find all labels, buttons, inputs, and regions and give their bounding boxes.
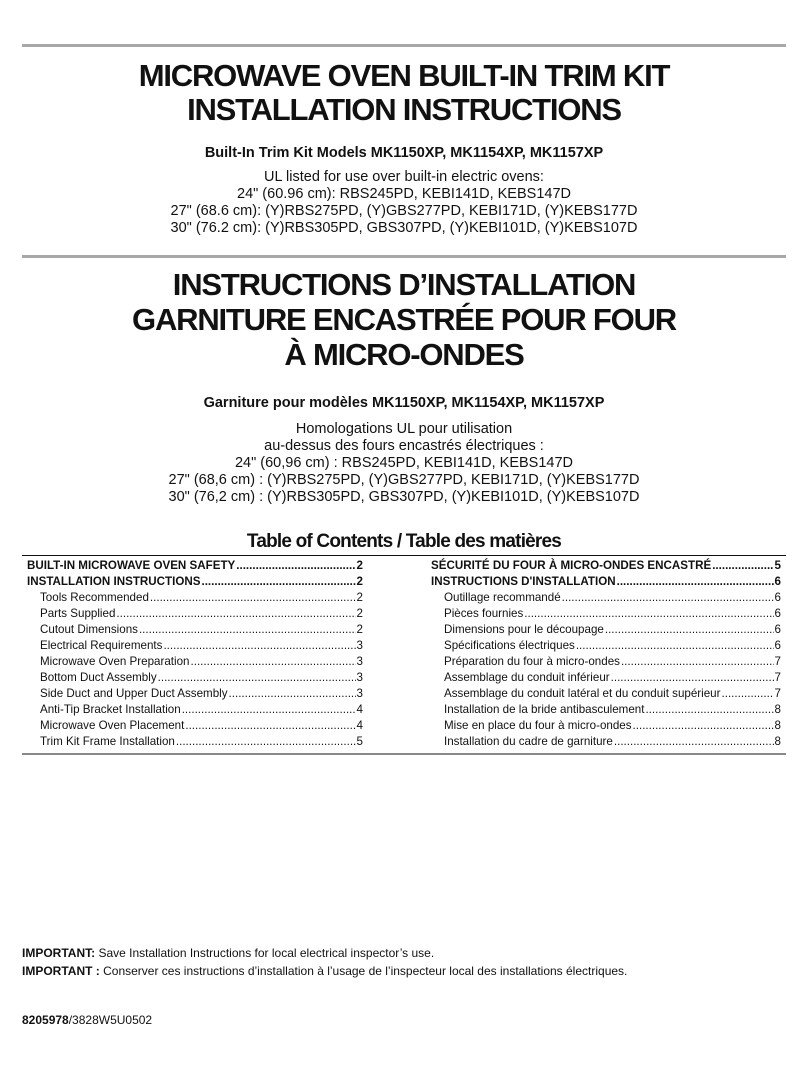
- toc-item-side-upper-duct[interactable]: Side Duct and Upper Duct Assembly ..... 3: [27, 686, 363, 702]
- french-ul-line-4: 27" (68,6 cm) : (Y)RBS275PD, (Y)GBS277PD, KEBI171D, (Y)KEBS177D: [168, 472, 640, 488]
- toc-french-column: [431, 558, 781, 750]
- french-title-line-2: GARNITURE ENCASTRÉE POUR FOUR: [132, 302, 676, 337]
- toc-item-safety[interactable]: BUILT-IN MICROWAVE OVEN SAFETY ..... 2: [27, 558, 363, 574]
- french-ul-line-1: Homologations UL pour utilisation: [295, 421, 513, 437]
- toc-item-conduit-lateral-superieur[interactable]: Assemblage du conduit latéral et du conduit supérieur ..... 7: [431, 686, 781, 702]
- toc-item-outillage[interactable]: Outillage recommandé ..... 6: [431, 590, 781, 606]
- toc-item-dimensions-decoupage[interactable]: Dimensions pour le découpage ..... 6: [431, 622, 781, 638]
- english-ul-line-2: 24" (60.96 cm): RBS245PD, KEBI141D, KEBS147D: [237, 186, 571, 202]
- important-note-english: IMPORTANT: Save Installation Instructions for local electrical inspector’s use.: [22, 946, 435, 960]
- english-title-line-1: MICROWAVE OVEN BUILT-IN TRIM KIT: [138, 58, 670, 93]
- french-title-line-1: INSTRUCTIONS D’INSTALLATION: [172, 267, 636, 302]
- important-note-french: IMPORTANT : Conserver ces instructions d’installation à l’usage de l’inspecteur local des installations électriques.: [22, 964, 628, 978]
- top-rule: [22, 44, 786, 47]
- part-number: 8205978/3828W5U0502: [22, 1013, 153, 1027]
- toc-item-parts-supplied[interactable]: Parts Supplied ..... 2: [27, 606, 363, 622]
- english-ul-line-3: 27" (68.6 cm): (Y)RBS275PD, (Y)GBS277PD, KEBI171D, (Y)KEBS177D: [170, 203, 638, 219]
- french-ul-line-5: 30" (76,2 cm) : (Y)RBS305PD, GBS307PD, (Y)KEBI101D, (Y)KEBS107D: [168, 489, 640, 505]
- english-models: Built-In Trim Kit Models MK1150XP, MK1154XP, MK1157XP: [204, 145, 604, 161]
- toc-item-pieces-fournies[interactable]: Pièces fournies ..... 6: [431, 606, 781, 622]
- toc-english-column: [27, 558, 363, 750]
- toc-item-preparation-four[interactable]: Préparation du four à micro-ondes ..... 7: [431, 654, 781, 670]
- toc-item-anti-tip-bracket[interactable]: Anti-Tip Bracket Installation ..... 4: [27, 702, 363, 718]
- toc-item-electrical-requirements[interactable]: Electrical Requirements ..... 3: [27, 638, 363, 654]
- french-ul-line-2: au-dessus des fours encastrés électriques :: [264, 438, 544, 454]
- toc-bottom-rule: [22, 753, 786, 755]
- toc-item-trim-kit-frame[interactable]: Trim Kit Frame Installation ..... 5: [27, 734, 363, 750]
- toc-item-mise-en-place-four[interactable]: Mise en place du four à micro-ondes ..... 8: [431, 718, 781, 734]
- french-models: Garniture pour modèles MK1150XP, MK1154XP, MK1157XP: [203, 395, 605, 411]
- french-title-line-3: À MICRO-ONDES: [284, 337, 524, 372]
- french-ul-line-3: 24" (60,96 cm) : RBS245PD, KEBI141D, KEBS147D: [234, 455, 573, 471]
- english-title-line-2: INSTALLATION INSTRUCTIONS: [187, 92, 621, 127]
- toc-item-specifications-electriques[interactable]: Spécifications électriques ..... 6: [431, 638, 781, 654]
- toc-item-oven-preparation[interactable]: Microwave Oven Preparation ..... 3: [27, 654, 363, 670]
- middle-rule: [22, 255, 786, 258]
- toc-item-cutout-dimensions[interactable]: Cutout Dimensions ..... 2: [27, 622, 363, 638]
- toc-item-oven-placement[interactable]: Microwave Oven Placement ..... 4: [27, 718, 363, 734]
- toc-item-tools-recommended[interactable]: Tools Recommended ..... 2: [27, 590, 363, 606]
- toc-item-conduit-inferieur[interactable]: Assemblage du conduit inférieur ..... 7: [431, 670, 781, 686]
- toc-item-bride-antibasculement[interactable]: Installation de la bride antibasculement ..... 8: [431, 702, 781, 718]
- toc-item-installation-instructions[interactable]: INSTALLATION INSTRUCTIONS ..... 2: [27, 574, 363, 590]
- toc-top-rule: [22, 555, 786, 556]
- toc-title: Table of Contents / Table des matières: [246, 531, 562, 552]
- toc-item-securite[interactable]: SÉCURITÉ DU FOUR À MICRO-ONDES ENCASTRÉ ..... 5: [431, 558, 781, 574]
- toc-item-instructions-installation[interactable]: INSTRUCTIONS D'INSTALLATION ..... 6: [431, 574, 781, 590]
- english-ul-line-1: UL listed for use over built-in electric ovens:: [264, 169, 544, 185]
- toc-item-cadre-garniture[interactable]: Installation du cadre de garniture ..... 8: [431, 734, 781, 750]
- english-ul-line-4: 30" (76.2 cm): (Y)RBS305PD, GBS307PD, (Y)KEBI101D, (Y)KEBS107D: [170, 220, 638, 236]
- toc-item-bottom-duct[interactable]: Bottom Duct Assembly ..... 3: [27, 670, 363, 686]
